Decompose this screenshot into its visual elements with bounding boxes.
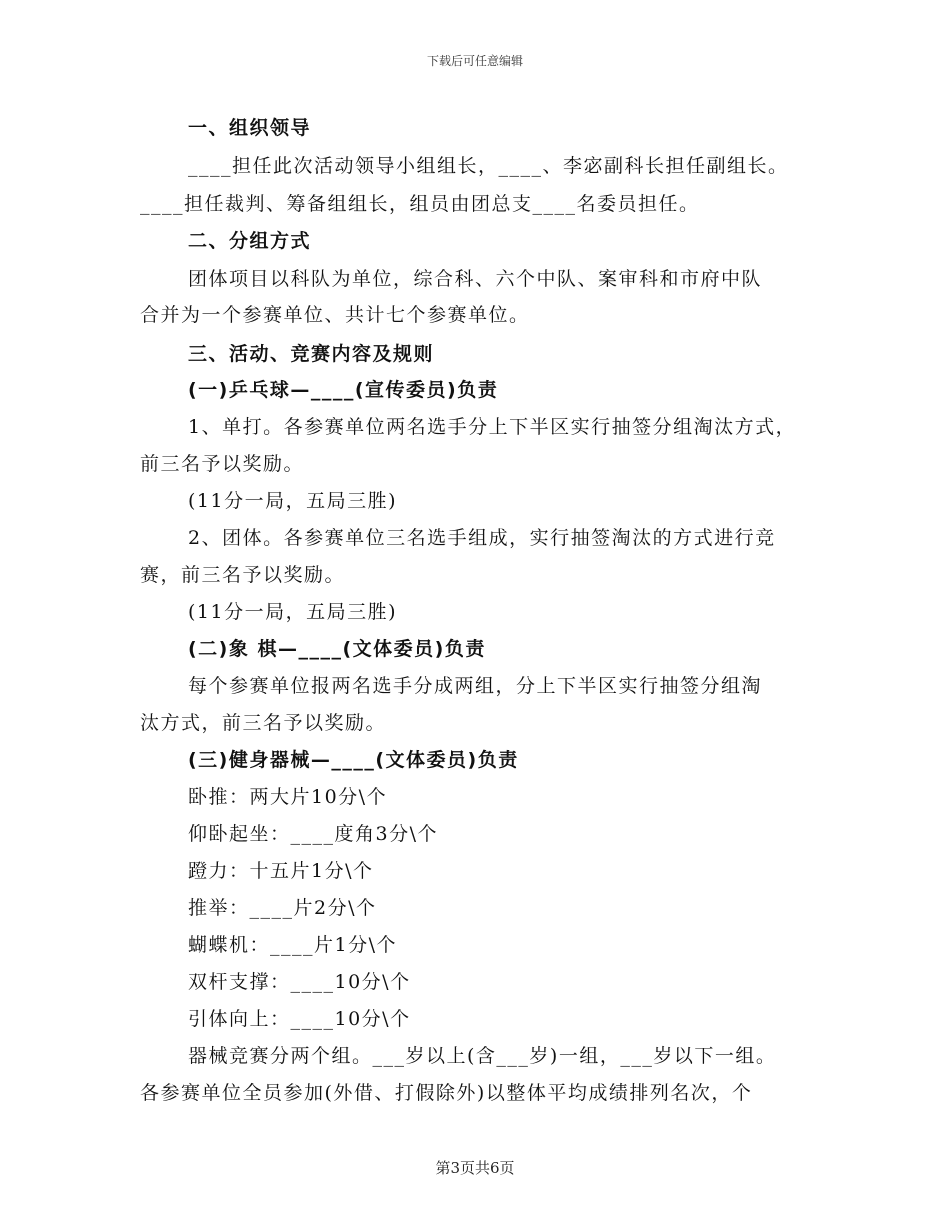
subsection-heading: (二)象 棋—____(文体委员)负责 [188,638,486,660]
subsection-heading: (三)健身器械—____(文体委员)负责 [188,749,519,771]
list-item: 引体向上：____10分\个 [188,1008,411,1030]
section-heading: 一、组织领导 [188,117,312,139]
list-item: 仰卧起坐：____度角3分\个 [188,823,438,845]
list-item: 卧推：两大片10分\个 [188,786,388,808]
list-item: 蹬力：十五片1分\个 [188,860,374,882]
paragraph-line: ____担任裁判、筹备组组长，组员由团总支____名委员担任。 [140,193,700,215]
paragraph-line: 团体项目以科队为单位，综合科、六个中队、案审科和市府中队 [188,268,763,290]
paragraph-line: (11分一局，五局三胜) [188,490,398,512]
paragraph-line: 前三名予以奖励。 [140,453,305,475]
paragraph-line: 汰方式，前三名予以奖励。 [140,712,387,734]
paragraph-line: 器械竞赛分两个组。___岁以上(含___岁)一组，___岁以下一组。 [188,1045,777,1067]
paragraph-line: 赛，前三名予以奖励。 [140,564,346,586]
page-header: 下载后可任意编辑 [426,54,523,68]
paragraph-line: ____担任此次活动领导小组组长，____、李宓副科长担任副组长。 [188,155,789,177]
paragraph-line: (11分一局，五局三胜) [188,601,398,623]
paragraph-line: 2、团体。各参赛单位三名选手组成，实行抽签淘汰的方式进行竞 [188,527,776,549]
list-item: 蝴蝶机：____片1分\个 [188,934,397,956]
list-item: 推举：____片2分\个 [188,897,377,919]
paragraph-line: 各参赛单位全员参加(外借、打假除外)以整体平均成绩排列名次，个 [140,1082,753,1104]
page-footer: 第3页共6页 [435,1159,515,1177]
paragraph-line: 1、单打。各参赛单位两名选手分上下半区实行抽签分组淘汰方式， [188,416,797,438]
section-heading: 二、分组方式 [188,230,312,252]
paragraph-line: 每个参赛单位报两名选手分成两组，分上下半区实行抽签分组淘 [188,675,763,697]
section-heading: 三、活动、竞赛内容及规则 [188,343,435,365]
subsection-heading: (一)乒乓球—____(宣传委员)负责 [188,379,499,401]
paragraph-line: 合并为一个参赛单位、共计七个参赛单位。 [140,304,530,326]
list-item: 双杆支撑：____10分\个 [188,971,411,993]
